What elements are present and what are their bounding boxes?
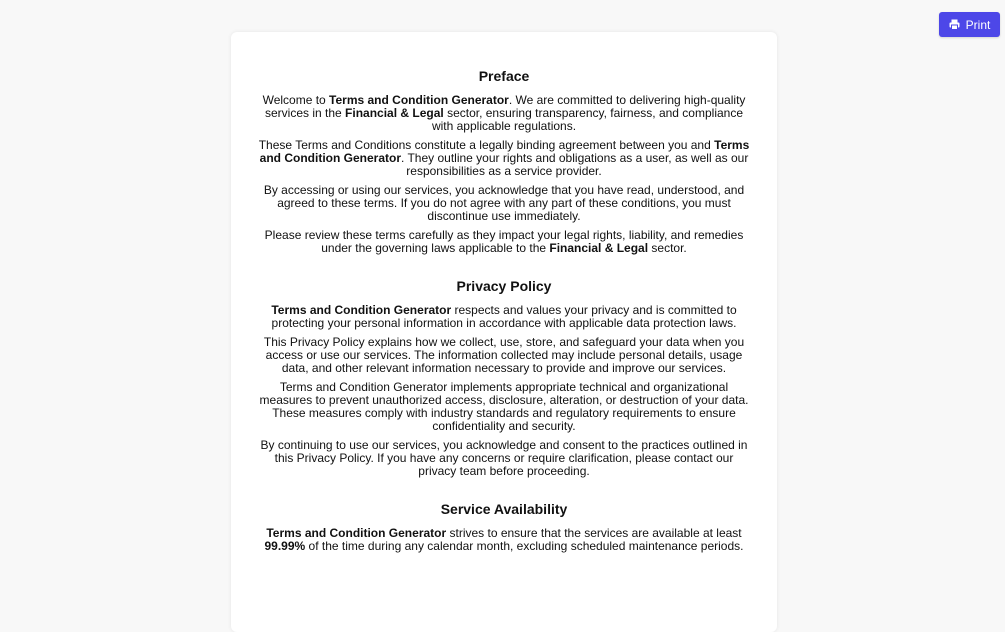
- section-preface: [255, 69, 753, 255]
- paragraph: Welcome to Terms and Condition Generator. We are committed to delivering high-quality services in the Financial & Legal sector, ensuring transparency, fairness, and compliance with applicable regulations.: [262, 93, 746, 133]
- print-label: Print: [965, 17, 991, 32]
- paragraph: Terms and Condition Generator respects and values your privacy and is committed to protecting your personal information in accordance with applicable data protection laws.: [271, 303, 737, 330]
- print-button[interactable]: [939, 12, 1000, 37]
- paragraph: By accessing or using our services, you acknowledge that you have read, understood, and agreed to these terms. If you do not agree with any part of these conditions, you must discontinue use immediately.: [263, 183, 745, 223]
- paragraph: Terms and Condition Generator strives to ensure that the services are available at least 99.99% of the time during any calendar month, excluding scheduled maintenance periods.: [264, 526, 744, 553]
- section-service-availability: [255, 502, 753, 553]
- section-title: Privacy Policy: [456, 278, 552, 294]
- document-card: [231, 32, 777, 632]
- paragraph: By continuing to use our services, you acknowledge and consent to the practices outlined in this Privacy Policy. If you have any concerns or require clarification, please contact our privacy team before proceeding.: [260, 438, 748, 478]
- section-title: Preface: [478, 68, 530, 84]
- section-privacy-policy: [255, 279, 753, 478]
- paragraph: This Privacy Policy explains how we collect, use, store, and safeguard your data when you access or use our services. The information collected may include personal details, usage data, and other relevant information necessary to provide and improve our services.: [263, 335, 745, 375]
- paragraph: Terms and Condition Generator implements appropriate technical and organizational measures to prevent unauthorized access, disclosure, alteration, or destruction of your data. These measures comply with industry standards and regulatory requirements to ensure confidentiality and security.: [259, 380, 749, 433]
- paragraph: Please review these terms carefully as they impact your legal rights, liability, and remedies under the governing laws applicable to the Financial & Legal sector.: [264, 228, 744, 255]
- printer-icon: [949, 19, 960, 30]
- section-title: Service Availability: [440, 501, 568, 517]
- document-content: [255, 69, 753, 577]
- paragraph: These Terms and Conditions constitute a legally binding agreement between you and Terms and Condition Generator. They outline your rights and obligations as a user, as well as our responsibilities as a service provider.: [258, 138, 750, 178]
